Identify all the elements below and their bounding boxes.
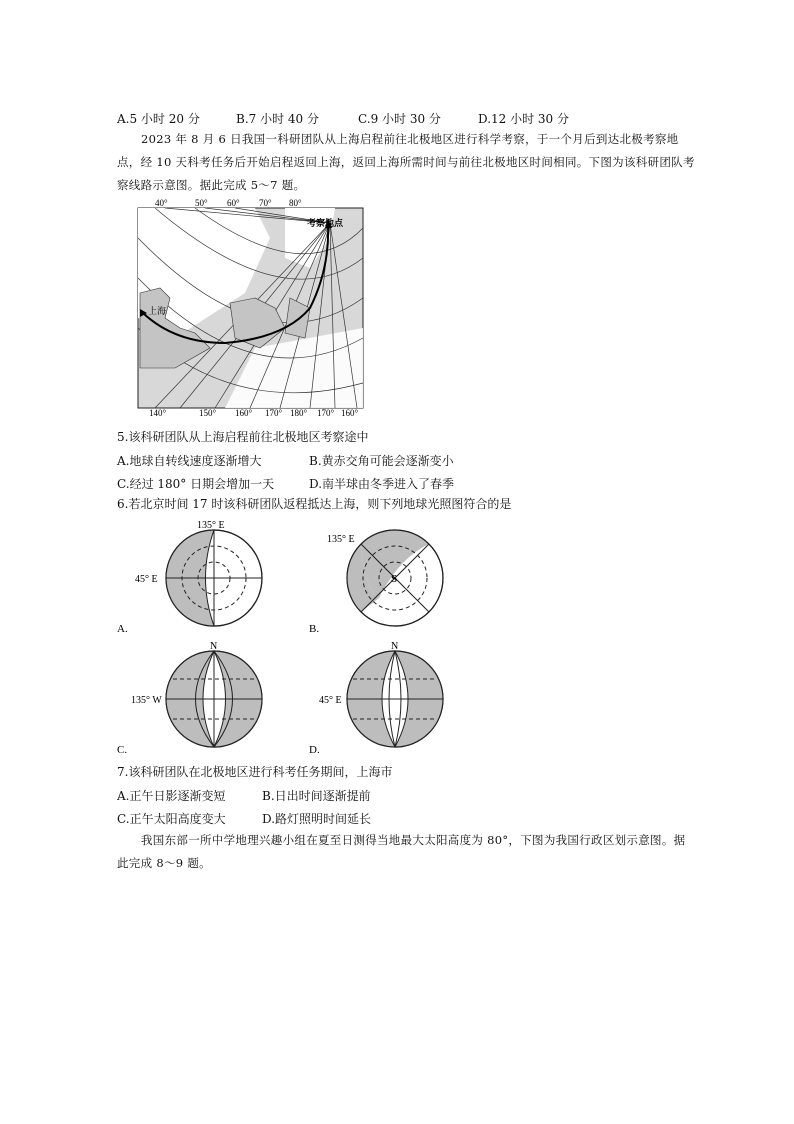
q4-option-d: D.12 小时 30 分	[478, 112, 569, 126]
q7-stem: 7.该科研团队在北极地区进行科考任务期间，上海市	[117, 765, 393, 779]
map-lon-bottom-160: 160°	[235, 408, 253, 418]
map-label-shanghai: 上海	[148, 306, 167, 316]
intro-8-9-text: 我国东部一所中学地理兴趣小组在夏至日测得当地最大太阳高度为 80°，下图为我国行政区划示意图。据此完成 8～9 题。	[117, 833, 686, 870]
q7-option-d: D.路灯照明时间延长	[262, 812, 372, 826]
map-lon-bottom-170a: 170°	[265, 408, 283, 418]
q4-option-b: B.7 小时 40 分	[236, 112, 319, 126]
intro-5-7-text: 2023 年 8 月 6 日我国一科研团队从上海启程前往北极地区进行科学考察，于一个月后到达北极考察地点，经 10 天科考任务后开始启程返回上海，返回上海所需时间与前往北极地区时间相同。下图为该科研团队考察线路示意图。据此完成 5～7 题。	[117, 132, 695, 192]
intro-questions-5-7	[117, 128, 697, 197]
intro-questions-8-9	[117, 829, 697, 875]
q6-figure-c	[117, 641, 287, 757]
q5-stem: 5.该科研团队从上海启程前往北极地区考察途中	[117, 430, 369, 444]
route-map	[135, 198, 367, 418]
map-lon-top-70: 70°	[259, 198, 272, 208]
fig-b-label-s: S	[391, 573, 398, 585]
q7-option-a: A.正午日影逐渐变短	[117, 789, 226, 803]
q6-figure-a	[117, 518, 287, 638]
map-lon-bottom-150: 150°	[199, 408, 217, 418]
fig-a-label-45e: 45° E	[135, 574, 158, 585]
q5-option-b: B.黄赤交角可能会逐渐变小	[309, 454, 454, 468]
map-lon-top-80: 80°	[289, 198, 302, 208]
q6-stem: 6.若北京时间 17 时该科研团队返程抵达上海，则下列地球光照图符合的是	[117, 497, 512, 511]
q7-option-b: B.日出时间逐渐提前	[262, 789, 371, 803]
fig-c-label-n: N	[210, 641, 218, 652]
fig-d-label-45e: 45° E	[319, 695, 342, 706]
map-lon-top-60: 60°	[227, 198, 240, 208]
map-lon-top-50: 50°	[195, 198, 208, 208]
fig-a-label-135e: 135° E	[197, 520, 225, 531]
q4-option-c: C.9 小时 30 分	[358, 112, 441, 126]
fig-b-label-135e: 135° E	[327, 534, 355, 545]
q6-figure-d	[309, 641, 459, 757]
map-lon-bottom-180: 180°	[290, 408, 308, 418]
fig-c-label-135w: 135° W	[131, 695, 162, 706]
fig-c-letter: C.	[117, 744, 128, 756]
fig-d-letter: D.	[309, 744, 320, 756]
q6-figure-b	[309, 518, 459, 638]
fig-b-letter: B.	[309, 623, 320, 635]
map-lon-bottom-160b: 160°	[341, 408, 359, 418]
q5-option-c: C.经过 180° 日期会增加一天	[117, 477, 275, 491]
q5-option-d: D.南半球由冬季进入了春季	[309, 477, 455, 491]
map-label-site: 考察地点	[307, 218, 344, 228]
fig-a-letter: A.	[117, 623, 128, 635]
map-lon-top-40: 40°	[155, 198, 168, 208]
map-lon-bottom-140: 140°	[149, 408, 167, 418]
q5-option-a: A.地球自转线速度逐渐增大	[117, 454, 262, 468]
map-lon-bottom-170b: 170°	[317, 408, 335, 418]
fig-d-label-n: N	[391, 641, 399, 652]
q4-option-a: A.5 小时 20 分	[117, 112, 200, 126]
q7-option-c: C.正午太阳高度变大	[117, 812, 226, 826]
